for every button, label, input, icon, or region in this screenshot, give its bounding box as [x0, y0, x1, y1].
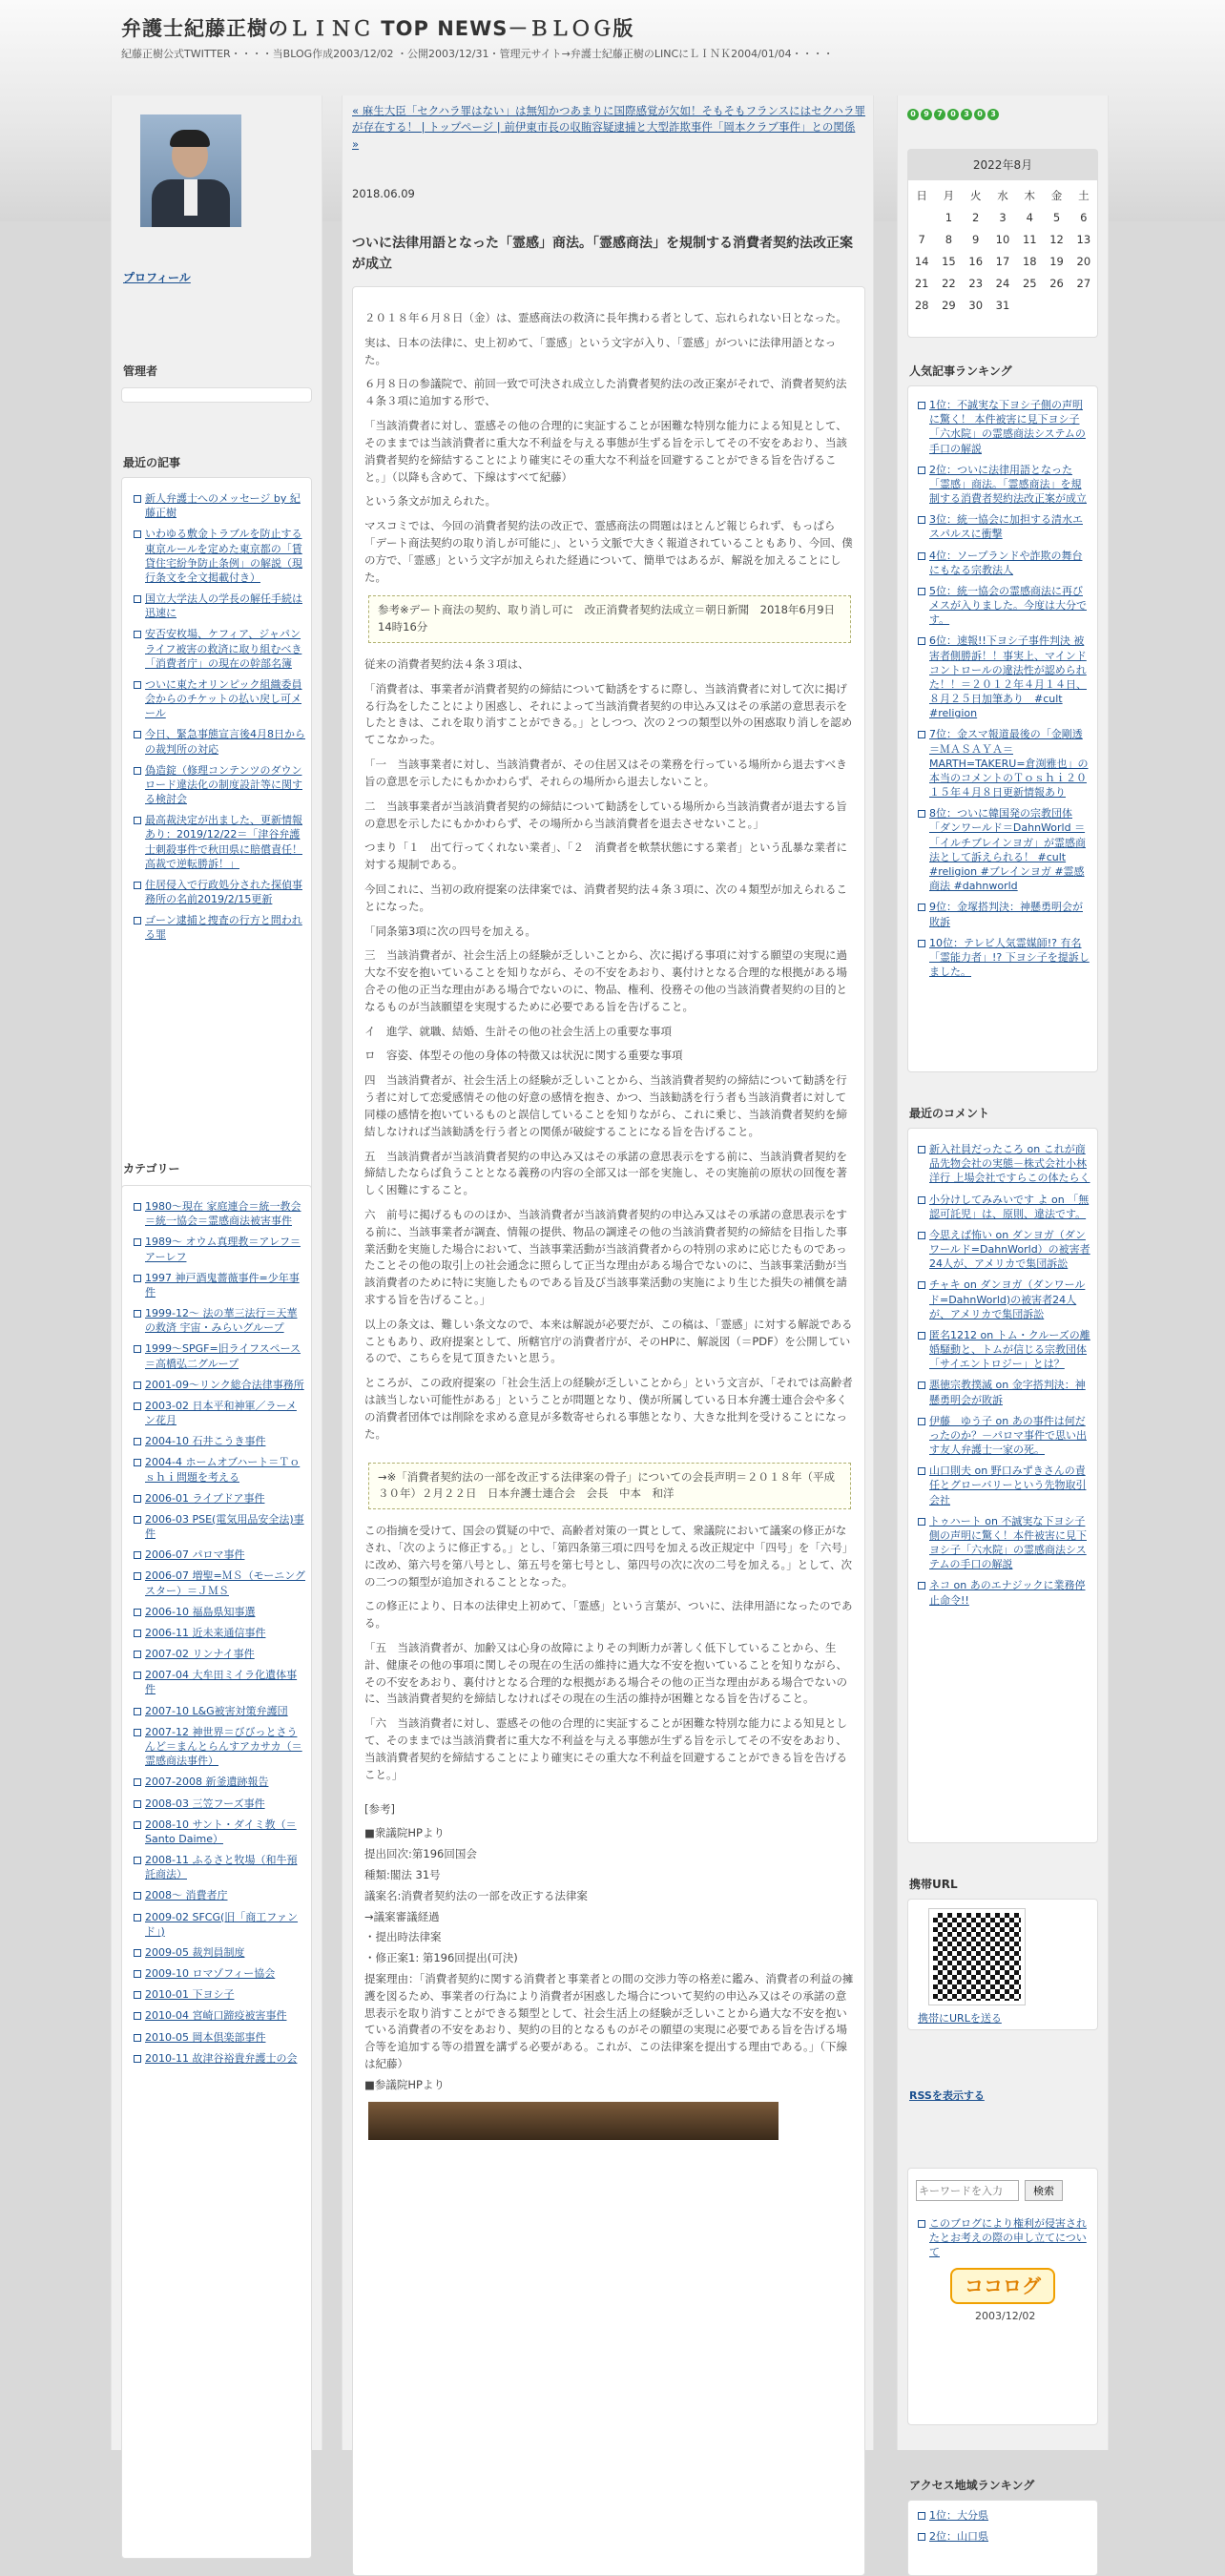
ranking-item[interactable] [918, 936, 1091, 980]
calendar-day: 24 [995, 276, 1010, 290]
calendar-day: 15 [942, 254, 956, 268]
person-shirt [184, 179, 197, 216]
recent-posts-box [121, 477, 312, 1219]
since-date: 2003/12/02 [975, 2310, 1036, 2322]
site-title[interactable]: 弁護士紀藤正樹のＬＩＮＣ TOP NEWS－ＢＬＯＧ版 [121, 17, 634, 40]
ranking-item[interactable] [918, 584, 1091, 628]
category-item[interactable] [134, 1235, 305, 1263]
category-item[interactable] [134, 1434, 305, 1448]
rss-link[interactable]: RSSを表示する [909, 2089, 985, 2102]
recent-post-item[interactable] [134, 527, 305, 585]
category-item-link[interactable]: 2009-05 裁判員制度 [145, 1945, 245, 1959]
calendar-day: 16 [968, 254, 984, 268]
calendar-day: 10 [995, 232, 1010, 246]
reference-line: 提案理由：「消費者契約に関する消費者と事業者との間の交渉力等の格差に鑑み、消費者の利益の擁護を図るため、事業者の行為により消費者が困惑した場合について契約の申込み又はその承諾の意思表示を取り消すことができる類型として、社会生活上の経験が乏しいことから過大な不安を抱いている消費者の不安をあおり、契約の目的となるものがその願望の実現に必要である旨を告げる場合等を追加する等の措置を講ずる必要がある。これが、この法律案を提出する理由である。」（下線は紀藤） [364, 1972, 854, 2071]
calendar-day: 28 [914, 298, 929, 312]
category-item-link[interactable]: 2008-10 サント・ダイミ教（＝Santo Daime） [145, 1818, 297, 1845]
comment-item[interactable] [918, 1142, 1091, 1186]
reference-line: 種類:閣法 31号 [364, 1867, 441, 1881]
category-box [121, 1185, 312, 2559]
post-paragraph: この指摘を受けて、国会の質疑の中で、高齢者対策の一貫として、衆議院において議案の修正がなされ、「次のように修正する。」とし、「第四条第三項に四号を加える改正規定中「四号」を「六号」に改め、第六号を第八号とし、第五号を第七号とし、第四号の次に次の二号を加える。」として、次の二つの類型が追加されることとなった。 [364, 1524, 854, 1589]
reference-line: ・修正案1: 第196回提出(可決) [364, 1951, 518, 1965]
ranking-item-link[interactable]: 8位：ついに韓国発の宗教団体「ダンワールド＝DahnWorld ＝「イルチブレインヨガ」が霊感商法として訴えられる！ #cult #religion #ブレインヨガ #霊感商法 #dahnworld [929, 807, 1087, 893]
calendar-day: 23 [968, 276, 984, 290]
recent-post-item-link[interactable]: いわゆる敷金トラブルを防止する東京ルールを定めた東京都の「賃貸住宅紛争防止条例」の解説（現行条文を全文掲載付き） [145, 528, 302, 584]
category-item-link[interactable]: 2003-02 日本平和神軍／ラーメン花月 [145, 1399, 297, 1427]
counter-digit: 3 [961, 109, 972, 120]
calendar-box [907, 149, 1098, 338]
post-body [364, 310, 855, 2140]
calendar-week [908, 206, 1097, 228]
recent-post-item-link[interactable]: ついに東たオリンピック組織委員会からのチケットの払い戻し可メール [145, 677, 302, 720]
access-region-item[interactable] [918, 2529, 1091, 2544]
ranking-item-link[interactable]: 7位：金スマ報道最後の「金剛透＝ＭＡＳＡＹＡ＝MARTH=TAKERU=倉渕雅也」の本当のコメントのＴｏｓｈｉ２０１５年４月８日更新情報あり [929, 728, 1089, 800]
category-item-link[interactable]: 2009-10 ロマゾフィー協会 [145, 1967, 276, 1981]
category-item[interactable] [134, 1668, 305, 1696]
search-button[interactable]: 検索 [1025, 2180, 1063, 2201]
ranking-box [907, 385, 1098, 1072]
comment-item[interactable] [918, 1414, 1091, 1458]
ranking-item-link[interactable]: 1位：不誠実な下ヨシ子側の声明に驚く！ 本件被害に見下ヨシ子「六水院」の霊感商法システムの手口の解説 [929, 399, 1086, 455]
category-item[interactable] [134, 1775, 305, 1789]
recent-post-item[interactable] [134, 763, 305, 807]
calendar-day: 4 [1026, 210, 1033, 224]
category-item-link[interactable]: 2007-04 大牟田ミイラ化遺体事件 [145, 1669, 298, 1696]
calendar-day: 12 [1049, 232, 1064, 246]
category-item[interactable] [134, 1512, 305, 1541]
calendar-day-header: 火 [969, 188, 982, 202]
comment-item[interactable] [918, 1228, 1091, 1272]
category-item[interactable] [134, 1888, 305, 1902]
profile-photo [140, 114, 241, 227]
ranking-item[interactable] [918, 727, 1091, 800]
qr-code-icon [929, 1909, 1025, 2005]
category-item[interactable] [134, 2051, 305, 2066]
access-region-item-link[interactable]: 2位：山口県 [929, 2530, 988, 2544]
category-item[interactable] [134, 1199, 305, 1228]
access-region-list [918, 2508, 1091, 2550]
notice-list [918, 2216, 1091, 2267]
category-item-link[interactable]: 2004-4 ホームオブハート＝Ｔｏｓｈｉ問題を考える [145, 1456, 301, 1484]
category-list [134, 1199, 305, 2072]
comment-item-link[interactable]: ネコ on あのエナジックに業務停止命令!! [929, 1579, 1086, 1607]
category-title: カテゴリー [123, 1162, 180, 1175]
category-item-link[interactable]: 2006-11 近未来通信事件 [145, 1626, 266, 1639]
post-paragraph: 従来の消費者契約法４条３項は、 [364, 657, 529, 671]
calendar-day: 17 [995, 254, 1010, 268]
category-item[interactable] [134, 1725, 305, 1769]
post-paragraph: ところが、この政府提案の「社会生活上の経験が乏しいことから」という文言が、「それでは高齢者は該当しない可能性がある」ということが問題となり、僕が所属している日本弁護士連合会や多くの消費者団体では削除を求める意見が多数寄せられる事態となり、大きな批判を受けることになった。 [364, 1376, 853, 1441]
ranking-item[interactable] [918, 806, 1091, 893]
ranking-item[interactable] [918, 549, 1091, 577]
calendar-day: 8 [945, 232, 953, 246]
counter-digit: 9 [921, 109, 932, 120]
category-item-link[interactable]: 1999～SPGF=旧ライフスペース＝高橋弘二グループ [145, 1342, 301, 1370]
recent-post-item-link[interactable]: 住居侵入で行政処分された探偵事務所の名前2019/2/15更新 [145, 878, 302, 906]
category-item[interactable] [134, 1306, 305, 1335]
reference-line: →議案審議経過 [364, 1909, 440, 1923]
category-item-link[interactable]: 2008-11 ふるさと牧場（和牛預託商法） [145, 1854, 298, 1881]
category-item-link[interactable]: 2010-05 岡本倶楽部事件 [145, 2030, 266, 2044]
comment-item-link[interactable]: チャキ on ダンヨガ（ダンワールド=DahnWorld)の被害者24人が、アメリカで集団訴訟 [929, 1278, 1086, 1320]
ranking-item-link[interactable]: 5位：統一協会の霊感商法に再びメスが入りました。今度は大分です。 [929, 584, 1087, 627]
category-item-link[interactable]: 1989～ オウム真理教＝アレフ＝アーレフ [145, 1236, 301, 1263]
comment-item-link[interactable]: 山口則夫 on 野口みずきさんの責任とグローバリーという先物取引会社 [929, 1465, 1087, 1506]
counter-digit: 0 [947, 109, 959, 120]
recent-post-item-link[interactable]: ゴーン逮捕と捜査の行方と問われる罪 [145, 914, 302, 942]
category-item[interactable] [134, 1399, 305, 1427]
calendar-week [908, 250, 1097, 272]
post-paragraph: ６月８日の参議院で、前回一致で可決され成立した消費者契約法の改正案がそれで、消費者契約法４条３項に追加する形で、 [364, 377, 847, 408]
ranking-item[interactable] [918, 900, 1091, 928]
category-item-link[interactable]: 2006-10 福島県知事選 [145, 1605, 256, 1618]
ranking-item-link[interactable]: 2位：ついに法律用語となった「霊感」商法。「霊感商法」を規制する消費者契約法改正案が成立 [929, 463, 1087, 506]
category-item-link[interactable]: 2010-11 故津谷裕貴弁護士の会 [145, 2051, 298, 2065]
category-item[interactable] [134, 1605, 305, 1619]
calendar-day: 25 [1022, 276, 1037, 290]
post-paragraph: この修正により、日本の法律史上初めて、「霊感」という言葉が、ついに、法律用語になったのである。 [364, 1599, 853, 1631]
post-paragraph: 三 当該消費者が、社会生活上の経験が乏しいことから、次に掲げる事項に対する願望の実現に過大な不安を抱いていることを知りながら、その不安をあおり、裏付けとなる合理的な根拠がある場合その他の正当な理由がある場合でないのに、物品、権利、役務その他の当該消費者契約の目的となるものが当該願望を実現するために必要である旨を告げること。 [364, 948, 847, 1013]
reference-line: ■参議院HPより [364, 2077, 445, 2091]
post-title[interactable]: ついに法律用語となった「霊感」商法。「霊感商法」を規制する消費者契約法改正案が成立 [352, 236, 853, 273]
access-region-item[interactable] [918, 2508, 1091, 2523]
comment-item[interactable] [918, 1378, 1091, 1406]
category-item[interactable] [134, 1853, 305, 1881]
comment-item-link[interactable]: 伊藤 ゆう子 on あの事件は何だったのか？－パロマ事件で思い出す友人弁護士一家の死。 [929, 1414, 1087, 1457]
access-region-item-link[interactable]: 1位：大分県 [929, 2509, 988, 2522]
notice-link[interactable]: このブログにより権利が侵害されたとお考えの際の申し立てについて [929, 2217, 1087, 2259]
post-paragraph: 「六 当該消費者に対し、霊感その他の合理的に実証することが困難な特別な能力による知見として、そのままでは当該消費者に重大な不利益を与える事態が生ずる旨を示してその不安をあおり、当該消費者契約を締結することにより確実にその重大な不利益を回避することができる旨を告げること。」 [364, 1716, 847, 1781]
site-description: 紀藤正樹公式TWITTER・・・・当BLOG作成2003/12/02 ・公開2003/12/31・管理元サイト→弁護士紀藤正樹のLINCにＬＩＮＫ2004/01/04・・・・ [121, 48, 834, 60]
recent-post-item[interactable] [134, 491, 305, 520]
post-paragraph: ロ 容姿、体型その他の身体の特徴又は状況に関する重要な事項 [364, 1049, 683, 1063]
category-item[interactable] [134, 1647, 305, 1661]
calendar-day [1070, 294, 1097, 316]
calendar-day-header: 日 [916, 188, 927, 202]
access-counter [907, 109, 999, 120]
category-item-link[interactable]: 2006-07 増聖=ＭＳ（モーニングスター）＝ＪＭＳ [145, 1569, 306, 1597]
recent-post-item-link[interactable]: 国立大学法人の学長の解任手続は迅速に [145, 592, 302, 620]
comment-item[interactable] [918, 1514, 1091, 1572]
category-item[interactable] [134, 1987, 305, 2002]
post-body-box [352, 286, 865, 2576]
calendar-day: 21 [914, 276, 929, 290]
category-item-link[interactable]: 2010-01 下ヨシ子 [145, 1988, 235, 2002]
comments-list [918, 1142, 1091, 1614]
category-item[interactable] [134, 1704, 305, 1718]
comment-item[interactable] [918, 1578, 1091, 1607]
category-item-link[interactable]: 2007-2008 新釜遺跡報告 [145, 1776, 269, 1789]
comments-title: 最近のコメント [909, 1107, 990, 1120]
category-item[interactable] [134, 2008, 305, 2023]
category-item-link[interactable]: 2007-10 L&G被害対策弁護団 [145, 1704, 288, 1717]
ranking-list [918, 398, 1091, 986]
category-item-link[interactable]: 1997 神戸酒鬼薔薇事件=少年事件 [145, 1271, 300, 1298]
calendar-day: 29 [942, 298, 956, 312]
calendar-day: 22 [942, 276, 956, 290]
main-column [342, 95, 874, 2450]
recent-post-item-link[interactable]: 偽造錠（修理コンテンツのダウンロード違法化の制度設計等に関する検討会 [145, 763, 302, 806]
recent-post-item[interactable] [134, 592, 305, 620]
calendar-day: 18 [1022, 254, 1037, 268]
calendar-day: 20 [1076, 254, 1091, 268]
post-paragraph: 今回これに、当初の政府提案の法律案では、消費者契約法４条３項に、次の４類型が加えられることになった。 [364, 882, 847, 913]
calendar-week [908, 294, 1097, 316]
post-paragraph: 「当該消費者に対し、霊感その他の合理的に実証することが困難な特別な能力による知見として、そのままでは当該消費者に重大な不利益を与える事態が生ずる旨を示してその不安をあおり、当該消費者契約を締結することにより確実にその重大な不利益を回避することができる旨を告げること。」（以降も含めて、下線はすべて紀藤） [364, 419, 847, 484]
comments-box [907, 1128, 1098, 1843]
category-item-link[interactable]: 2008-03 三笠フーズ事件 [145, 1797, 265, 1810]
admin-box [121, 387, 312, 403]
calendar-day [1016, 294, 1043, 316]
calendar-day-header: 水 [997, 188, 1008, 202]
reference-quote-1[interactable]: 参考※デート商法の契約、取り消し可に 改正消費者契約法成立＝朝日新聞 2018年6月9日14時16分 [368, 595, 851, 643]
reference-heading: [参考] [364, 1801, 395, 1816]
category-item[interactable] [134, 1818, 305, 1846]
category-item[interactable] [134, 1491, 305, 1506]
recent-post-item[interactable] [134, 627, 305, 671]
access-region-title: アクセス地域ランキング [909, 2479, 1035, 2492]
comment-item-link[interactable]: 今思えば怖い on ダンヨガ（ダンワールド=DahnWorld）の被害者24人が、アメリカで集団訴訟 [929, 1228, 1090, 1271]
calendar-day: 5 [1052, 210, 1061, 224]
post-paragraph: 五 当該消費者が当該消費者契約の申込み又はその承諾の意思表示をする前に、当該消費者契約を締結したならば負うこととなる義務の内容の全部又は一部を実施し、その実施前の原状の回復を著しく困難にすること。 [364, 1149, 847, 1197]
recent-post-item[interactable] [134, 913, 305, 942]
profile-link[interactable]: プロフィール [123, 271, 191, 284]
calendar-week [908, 272, 1097, 294]
ranking-item-link[interactable]: 10位：テレビ人気霊媒師!? 有名「霊能力者」!? 下ヨシ子を提訴しました。 [929, 936, 1090, 979]
post-paragraph: ２０１８年６月８日（金）は、霊感商法の救済に長年携わる者として、忘れられない日となった。 [364, 311, 847, 324]
calendar-day: 26 [1049, 276, 1064, 290]
right-sidebar [897, 95, 1109, 2544]
post-paragraph: 「同条第3項に次の四号を加える。 [364, 924, 536, 938]
calendar-day: 14 [914, 254, 929, 268]
calendar-day-header: 木 [1024, 188, 1036, 202]
admin-title: 管理者 [123, 364, 158, 378]
comment-item[interactable] [918, 1328, 1091, 1372]
ranking-item-link[interactable]: 9位：金塚搭判決：神懸勇明会が敗訴 [929, 901, 1083, 928]
calendar-day: 9 [972, 232, 980, 246]
calendar-day: 1 [945, 210, 953, 224]
calendar-day-header: 土 [1078, 188, 1090, 202]
ranking-title: 人気記事ランキング [909, 364, 1012, 378]
category-item[interactable] [134, 1548, 305, 1562]
counter-digit: 3 [987, 109, 999, 120]
notice-item[interactable] [918, 2216, 1091, 2260]
calendar-day-header: 月 [943, 188, 955, 202]
counter-digit: 0 [907, 109, 919, 120]
calendar-day: 3 [999, 210, 1007, 224]
comment-item[interactable] [918, 1193, 1091, 1221]
search-box [907, 2168, 1098, 2425]
counter-digit: 7 [934, 109, 945, 120]
ranking-item[interactable] [918, 512, 1091, 541]
calendar-table [908, 184, 1097, 316]
comment-item[interactable] [918, 1464, 1091, 1507]
calendar-day [908, 206, 935, 228]
post-paragraph: 「一 当該事業者に対し、当該消費者が、その住居又はその業務を行っている場所から退去すべき旨の意思を示したにもかかわらず、それらの場所から退去しないこと。 [364, 758, 847, 788]
comment-item[interactable] [918, 1278, 1091, 1321]
post-date: 2018.06.09 [352, 187, 415, 200]
ranking-item[interactable] [918, 398, 1091, 456]
mobile-box [907, 1899, 1098, 2030]
calendar-day: 27 [1076, 276, 1091, 290]
ranking-item-link[interactable]: 4位：ソープランドや詐欺の舞台にもなる宗教法人 [929, 549, 1083, 576]
post-paragraph: マスコミでは、今回の消費者契約法の改正で、霊感商法の問題はほとんど報じられず、もっぱら「デート商法契約の取り消しが可能に」、という文脈で大きく報道されていることもあり、今回、僕の方で、「霊感」という文字が加えられた経過について、簡単ではあるが、解説を加えることにした。 [364, 519, 853, 584]
post-paragraph: 以上の条文は、難しい条文なので、本来は解説が必要だが、この稿は、「霊感」に対する解説であることもあり、政府提案として、所轄官庁の消費者庁が、そのHPに、解説図（＝PDF）を公開しているので、こちらを見て頂きたいと思う。 [364, 1317, 853, 1365]
ranking-item-link[interactable]: 3位：統一協会に加担する清水エスパルスに衝撃 [929, 513, 1083, 541]
recent-posts-list [134, 491, 305, 949]
post-paragraph: という条文が加えられた。 [364, 494, 496, 509]
calendar-day: 30 [968, 298, 984, 312]
category-item[interactable] [134, 1378, 305, 1392]
calendar-title: 2022年8月 [908, 150, 1097, 180]
post-paragraph: 実は、日本の法律に、史上初めて、「霊感」という文字が入り、「霊感」がついに法律用語となった。 [364, 335, 837, 366]
recent-post-item[interactable] [134, 727, 305, 756]
reference-line: ・提出時法律案 [364, 1930, 442, 1944]
reference-line: ■衆議院HPより [364, 1826, 445, 1840]
calendar-week [908, 228, 1097, 250]
calendar-day: 13 [1076, 232, 1091, 246]
recent-post-item-link[interactable]: 今日、緊急事態宣言後4月8日からの裁判所の対応 [145, 728, 305, 756]
category-item[interactable] [134, 1910, 305, 1939]
ranking-item[interactable] [918, 463, 1091, 507]
recent-post-item[interactable] [134, 878, 305, 906]
category-item[interactable] [134, 1626, 305, 1640]
post-paragraph: つまり「１ 出て行ってくれない業者」、「２ 消費者を軟禁状態にする業者」という乱暴な業者に対する規制である。 [364, 841, 847, 872]
calendar-day: 11 [1022, 232, 1037, 246]
access-region-box [907, 2500, 1098, 2576]
category-item-link[interactable]: 2006-01 ライブドア事件 [145, 1491, 265, 1505]
category-item[interactable] [134, 1797, 305, 1811]
category-item[interactable] [134, 1271, 305, 1299]
calendar-day-header: 金 [1050, 188, 1063, 202]
recent-post-item[interactable] [134, 677, 305, 721]
mobile-title: 携帯URL [909, 1878, 958, 1891]
reference-line: 議案名:消費者契約法の一部を改正する法律案 [364, 1888, 588, 1902]
post-paragraph: 「五 当該消費者が、加齢又は心身の故障によりその判断力が著しく低下していることから、生計、健康その他の事項に関しその現在の生活の維持に過大な不安を抱いていることを知りながら、その不安をあおり、裏付けとなる合理的な根拠がある場合その他の正当な理由がある場合でないのに、当該消費者契約を締結しなければその現在の生活の維持が困難となる旨を告げること。 [364, 1641, 847, 1706]
category-item-link[interactable]: 2010-04 宮崎口蹄疫被害事件 [145, 2009, 287, 2023]
category-item-link[interactable]: 1999-12～ 法の華三法行＝天華の救済 宇宙・みらいグループ [145, 1307, 298, 1335]
post-paragraph: 四 当該消費者が、社会生活上の経験が乏しいことから、当該消費者契約の締結について勧誘を行う者に対して恋愛感情その他の好意の感情を抱き、かつ、当該勧誘を行う者も当該消費者に対して同様の感情を抱いているものと誤信していることを知りながら、これに乗じ、当該消費者契約を締結しなければ当該勧誘を行う者との関係が破綻することになる旨を告げること。 [364, 1073, 847, 1138]
ranking-item-link[interactable]: 6位：速報!!下ヨシ子事件判決 被害者側勝訴！！事実上、マインドコントロールの違法性が認められた！！＝２０１２年４月１４日、８月２５日加筆あり #cult #religion [929, 634, 1087, 720]
comment-item-link[interactable]: 小分けしてみみいです よ on 「無認可託児」は、原則、違法です。 [929, 1193, 1090, 1220]
category-item[interactable] [134, 1455, 305, 1484]
recent-posts-title: 最近の記事 [123, 456, 181, 469]
category-item-link[interactable]: 2008～ 消費者庁 [145, 1889, 228, 1902]
cocolog-logo[interactable]: ココログ [950, 2268, 1055, 2304]
category-item-link[interactable]: 2006-03 PSE(電気用品安全法)事件 [145, 1512, 304, 1541]
embedded-photo [368, 2102, 779, 2140]
category-item-link[interactable]: 1980～現在 家庭連合＝統一教会＝統一協会＝霊感商法被害事件 [145, 1200, 301, 1228]
category-item-link[interactable]: 2001-09～リンク総合法律事務所 [145, 1378, 304, 1391]
comment-item-link[interactable]: 匿名1212 on トム・クルーズの離婚騒動と、トムが信じる宗教団体「サイエントロジー」とは？ [929, 1328, 1090, 1371]
comment-item-link[interactable]: 新入社員だったころ on これが商品先物会社の実態－株式会社小林洋行 上場会社ですらこの体たらく [929, 1143, 1090, 1185]
category-item-link[interactable]: 2007-02 リンナイ事件 [145, 1648, 255, 1661]
comment-item-link[interactable]: 悪徳宗教撲滅 on 金字搭判決：神懸勇明会が敗訴 [929, 1379, 1086, 1406]
post-paragraph: 「消費者は、事業者が消費者契約の締結について勧誘をするに際し、当該消費者に対して次に掲げる行為をしたことにより困惑し、それによって当該消費者契約の申込み又はその承諾の意思表示をしたときは、これを取り消すことができる。」としつつ、次の２つの類型以外の困惑取り消しを認めてこなかった。 [364, 681, 853, 747]
calendar-day: 7 [918, 232, 925, 246]
comment-item-link[interactable]: トゥハート on 不誠実な下ヨシ子側の声明に驚く！本件被害に見下ヨシ子「六水院」の霊感商法システムの手口の解説 [929, 1514, 1087, 1571]
recent-post-item[interactable] [134, 813, 305, 871]
counter-digit: 0 [974, 109, 986, 120]
recent-post-item-link[interactable]: 安否安枚場、ケフィア、ジャパンライフ被害の救済に取り組むべき「消費者庁」の現在の幹部名簿 [145, 628, 302, 670]
category-item-link[interactable]: 2004-10 石井こうき事件 [145, 1435, 266, 1448]
calendar-day: 2 [972, 210, 980, 224]
person-hair [170, 130, 210, 147]
recent-post-item-link[interactable]: 最高裁決定が出ました、更新情報あり：2019/12/22＝「津谷弁護士刺殺事件で秋田県に賠償責任！高裁で逆転勝訴！」 [145, 814, 302, 870]
calendar-day: 6 [1080, 210, 1088, 224]
category-item-link[interactable]: 2007-12 神世界＝びびっとさうんど＝まんとらんすアカサカ（＝霊感商法事件） [145, 1725, 302, 1768]
category-item[interactable] [134, 2030, 305, 2045]
category-item-link[interactable]: 2006-07 パロマ事件 [145, 1548, 245, 1562]
reference-line: 提出回次:第196回国会 [364, 1847, 477, 1861]
recent-post-item-link[interactable]: 新人弁護士へのメッセージ by 紀藤正樹 [145, 492, 301, 520]
category-item-link[interactable]: 2009-02 SFCG(旧「商工ファンド」) [145, 1910, 299, 1938]
category-item[interactable] [134, 1966, 305, 1981]
post-paragraph: 二 当該事業者が当該消費者契約の締結について勧誘をしている場所から当該消費者が退去する旨の意思を示したにもかかわらず、その場所から当該消費者を退去させないこと。」 [364, 799, 847, 830]
post-nav[interactable]: « 麻生大臣「セクハラ罪はない」は無知かつあまりに国際感覚が欠如！そもそもフランスにはセクハラ罪が存在する！ | トップページ | 前伊東市長の収賄容疑逮捕と大型詐欺事件「岡本クラブ事件」との関係 » [352, 104, 865, 151]
left-sidebar [111, 95, 322, 2450]
search-input[interactable] [916, 2180, 1019, 2201]
category-item[interactable] [134, 1568, 305, 1597]
reference-quote-2[interactable]: →※「消費者契約法の一部を改正する法律案の骨子」についての会長声明＝２０１８年（平成３０年）２月２２日 日本弁護士連合会 会長 中本 和洋 [368, 1463, 851, 1510]
calendar-day [1043, 294, 1069, 316]
calendar-day: 19 [1049, 254, 1064, 268]
post-paragraph: 六 前号に掲げるもののほか、当該消費者が当該消費者契約の申込み又はその承諾の意思表示をする前に、当該事業者が調査、情報の提供、物品の調達その他の当該消費者契約の締結を目指した事業活動を実施した場合において、当該事業活動が当該消費者からの特別の求めに応じたものであったことその他の取引上の社会通念に照らして正当な理由がある場合でないのに、当該事業活動が当該消費者のために特に実施したものである旨及び当該事業活動の実施により生じた損失の補償を請求する旨を告げること。」 [364, 1207, 847, 1306]
ranking-item[interactable] [918, 634, 1091, 720]
category-item[interactable] [134, 1945, 305, 1960]
calendar-day: 31 [995, 298, 1010, 312]
mobile-send-link[interactable]: 携帯にURLを送る [918, 2012, 1002, 2025]
category-item[interactable] [134, 1341, 305, 1370]
post-paragraph: イ 進学、就職、結婚、生計その他の社会生活上の重要な事項 [364, 1024, 672, 1038]
